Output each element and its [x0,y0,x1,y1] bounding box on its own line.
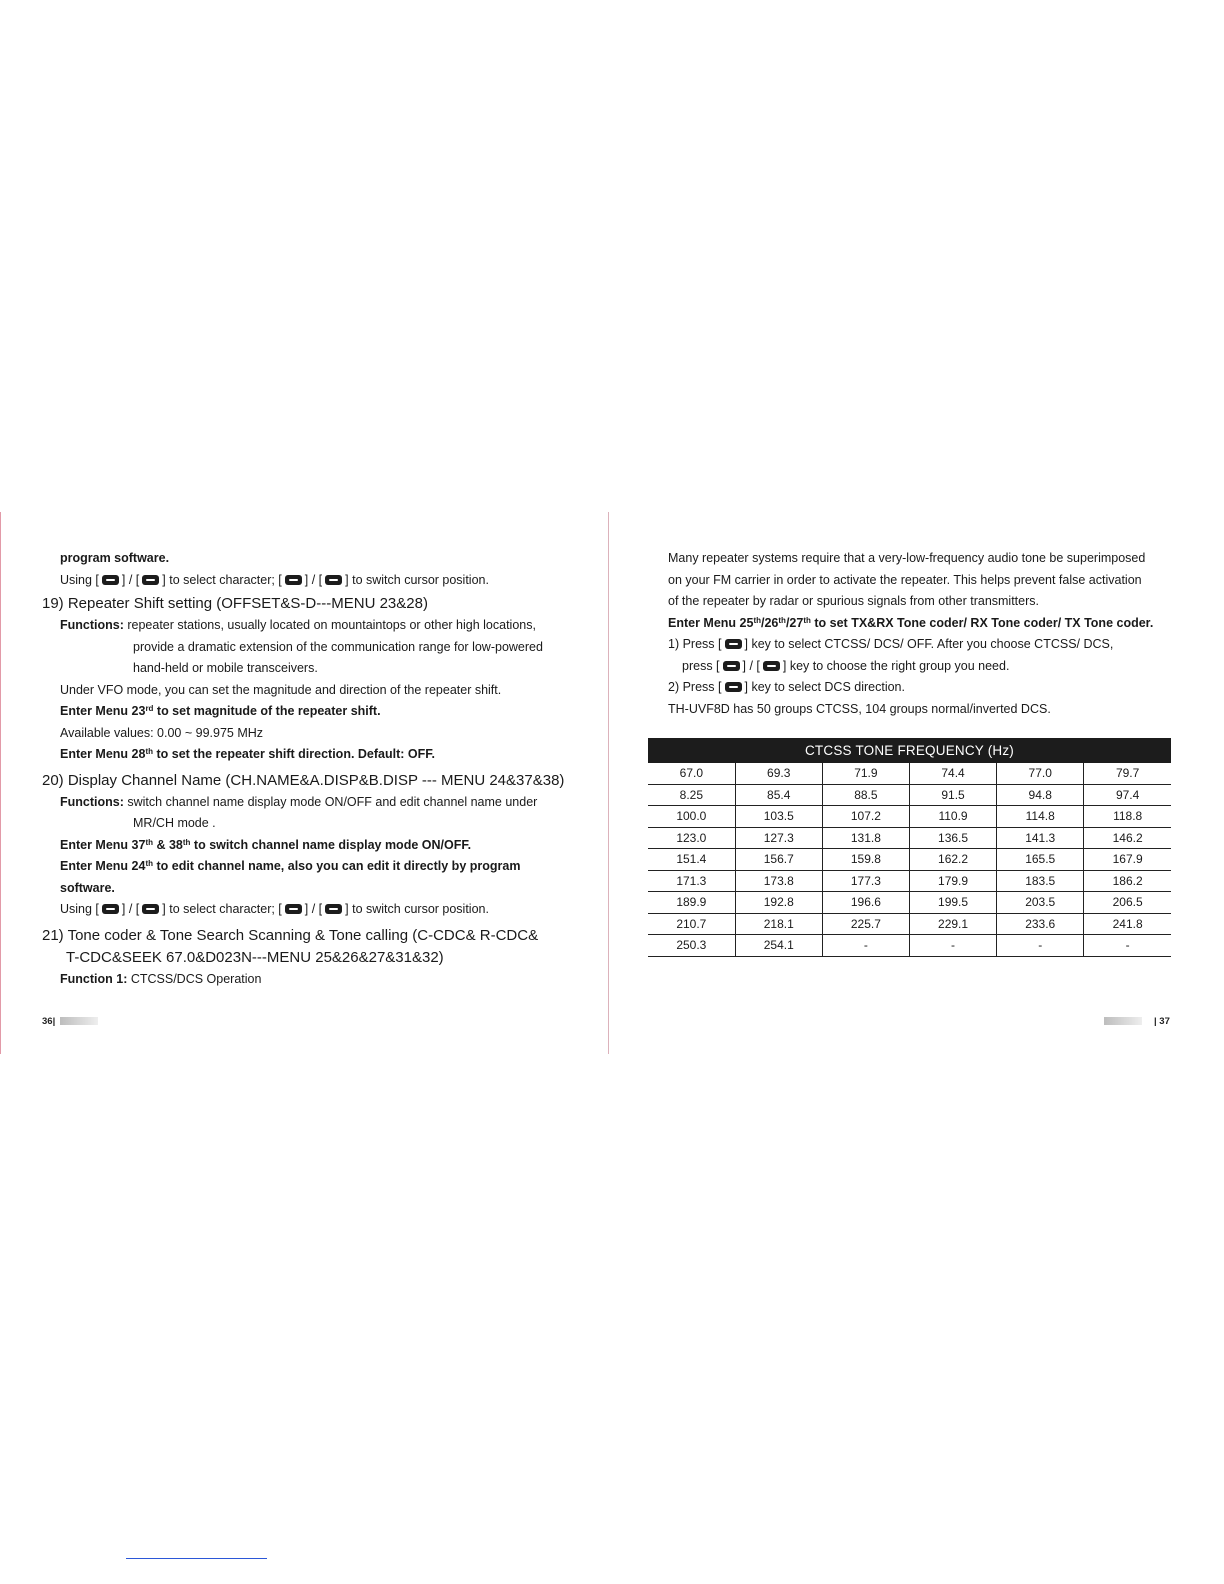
table-cell: 229.1 [909,913,996,935]
page-bar-left [60,1017,98,1025]
table-cell: 8.25 [648,784,735,806]
s20-menu-37-38: Enter Menu 37th & 38th to switch channel name display mode ON/OFF. [60,837,472,852]
book-spine [608,512,609,1054]
table-row [648,892,1171,914]
table-cell: 77.0 [997,763,1084,784]
table-row [648,827,1171,849]
table-cell: 141.3 [997,827,1084,849]
repeater-text-line-2: on your FM carrier in order to activate the repeater. This helps prevent false activation [668,572,1142,587]
table-cell: 225.7 [822,913,909,935]
repeater-text-line-1: Many repeater systems require that a very-low-frequency audio tone be superimposed [668,551,1146,565]
groups-text: TH-UVF8D has 50 groups CTCSS, 104 groups normal/inverted DCS. [668,701,1051,716]
table-cell: - [997,935,1084,957]
using-keys-line-2: Using [ ] / [ ] to select character; [ ] / [ ] to switch cursor position. [60,902,489,916]
table-cell: 127.3 [735,827,822,849]
table-row [648,806,1171,828]
left-page-edge [0,512,1,1054]
table-cell: 162.2 [909,849,996,871]
table-cell: 171.3 [648,870,735,892]
menu-key-icon [725,639,742,649]
table-cell: 167.9 [1084,849,1171,871]
ctcss-tone-table [648,738,1171,957]
s19-functions-line-2: provide a dramatic extension of the communication range for low-powered [133,639,543,654]
table-row [648,763,1171,784]
table-cell: 67.0 [648,763,735,784]
table-cell: 118.8 [1084,806,1171,828]
using-keys-line-1: Using [ ] / [ ] to select character; [ ] / [ ] to switch cursor position. [60,572,489,587]
table-cell: 100.0 [648,806,735,828]
table-cell: 250.3 [648,935,735,957]
section-19-heading: 19) Repeater Shift setting (OFFSET&S-D---MENU 23&28) [42,595,428,612]
table-cell: 179.9 [909,870,996,892]
table-cell: 186.2 [1084,870,1171,892]
table-cell: 196.6 [822,892,909,914]
table-cell: 173.8 [735,870,822,892]
down-arrow-key-icon [763,661,780,671]
s20-functions-line-1: Functions: switch channel name display mode ON/OFF and edit channel name under [60,794,538,809]
s21-function-1: Function 1: CTCSS/DCS Operation [60,971,262,986]
table-cell: 206.5 [1084,892,1171,914]
table-cell: 103.5 [735,806,822,828]
table-cell: - [822,935,909,957]
down-arrow-key-icon [142,904,159,914]
table-cell: 110.9 [909,806,996,828]
step-1-line-2: press [ ] / [ ] key to choose the right group you need. [682,658,1010,673]
table-cell: 88.5 [822,784,909,806]
s20-menu-24: Enter Menu 24th to edit channel name, also you can edit it directly by program [60,859,521,873]
ctcss-table-title: CTCSS TONE FREQUENCY (Hz) [648,738,1171,763]
step-1-line-1: 1) Press [ ] key to select CTCSS/ DCS/ OFF. After you choose CTCSS/ DCS, [668,637,1114,651]
table-row [648,784,1171,806]
s19-functions-line-1: Functions: repeater stations, usually located on mountaintops or other high locations, [60,618,536,632]
s19-menu-23: Enter Menu 23rd to set magnitude of the repeater shift. [60,704,381,718]
menu-25-26-27: Enter Menu 25th/26th/27th to set TX&RX Tone coder/ RX Tone coder/ TX Tone coder. [668,615,1154,630]
section-20-heading: 20) Display Channel Name (CH.NAME&A.DISP&B.DISP --- MENU 24&37&38) [42,771,565,789]
table-row [648,913,1171,935]
page-number-right: | 37 [1154,1016,1170,1027]
table-cell: 156.7 [735,849,822,871]
table-cell: 189.9 [648,892,735,914]
table-cell: 74.4 [909,763,996,784]
table-cell: 107.2 [822,806,909,828]
s20-menu-24-cont: software. [60,880,115,895]
table-cell: 177.3 [822,870,909,892]
table-row [648,935,1171,957]
table-cell: 218.1 [735,913,822,935]
table-cell: 159.8 [822,849,909,871]
repeater-text-line-3: of the repeater by radar or spurious signals from other transmitters. [668,594,1039,608]
exit-key-icon [325,904,342,914]
section-21-heading-2: T-CDC&SEEK 67.0&D023N---MENU 25&26&27&31&32) [66,948,444,966]
left-page-content [42,548,582,990]
table-cell: 79.7 [1084,763,1171,784]
step-2: 2) Press [ ] key to select DCS direction. [668,680,905,694]
table-cell: 131.8 [822,827,909,849]
table-cell: 85.4 [735,784,822,806]
table-cell: 210.7 [648,913,735,935]
s19-available-values: Available values: 0.00 ~ 99.975 MHz [60,725,264,740]
page-number-left: 36| [42,1016,56,1027]
table-cell: - [909,935,996,957]
table-cell: 199.5 [909,892,996,914]
menu-key-icon [285,575,302,585]
table-cell: 203.5 [997,892,1084,914]
page-bar-right [1104,1017,1142,1025]
table-cell: 94.8 [997,784,1084,806]
table-cell: 192.8 [735,892,822,914]
up-arrow-key-icon [102,904,119,914]
table-cell: 69.3 [735,763,822,784]
table-cell: 183.5 [997,870,1084,892]
s19-vfo-text: Under VFO mode, you can set the magnitude and direction of the repeater shift. [60,682,502,697]
table-cell: 114.8 [997,806,1084,828]
table-row [648,849,1171,871]
s19-functions-line-3: hand-held or mobile transceivers. [133,661,318,675]
table-cell: 233.6 [997,913,1084,935]
text-program-software: program software. [60,551,170,565]
s19-menu-28: Enter Menu 28th to set the repeater shift direction. Default: OFF. [60,747,435,761]
table-cell: 97.4 [1084,784,1171,806]
right-page-content [668,548,1188,720]
table-cell: - [1084,935,1171,957]
table-row [648,870,1171,892]
exit-key-icon [325,575,342,585]
up-arrow-key-icon [723,661,740,671]
down-arrow-key-icon [142,575,159,585]
table-cell: 123.0 [648,827,735,849]
exit-key-icon [725,682,742,692]
table-cell: 136.5 [909,827,996,849]
menu-key-icon [285,904,302,914]
footer-link-underline [126,1558,267,1559]
table-cell: 91.5 [909,784,996,806]
section-21-heading-1: 21) Tone coder & Tone Search Scanning & Tone calling (C-CDC& R-CDC& [42,926,539,944]
table-cell: 146.2 [1084,827,1171,849]
table-cell: 165.5 [997,849,1084,871]
table-cell: 241.8 [1084,913,1171,935]
table-cell: 254.1 [735,935,822,957]
s20-functions-line-2: MR/CH mode . [133,816,216,830]
table-cell: 151.4 [648,849,735,871]
table-cell: 71.9 [822,763,909,784]
up-arrow-key-icon [102,575,119,585]
